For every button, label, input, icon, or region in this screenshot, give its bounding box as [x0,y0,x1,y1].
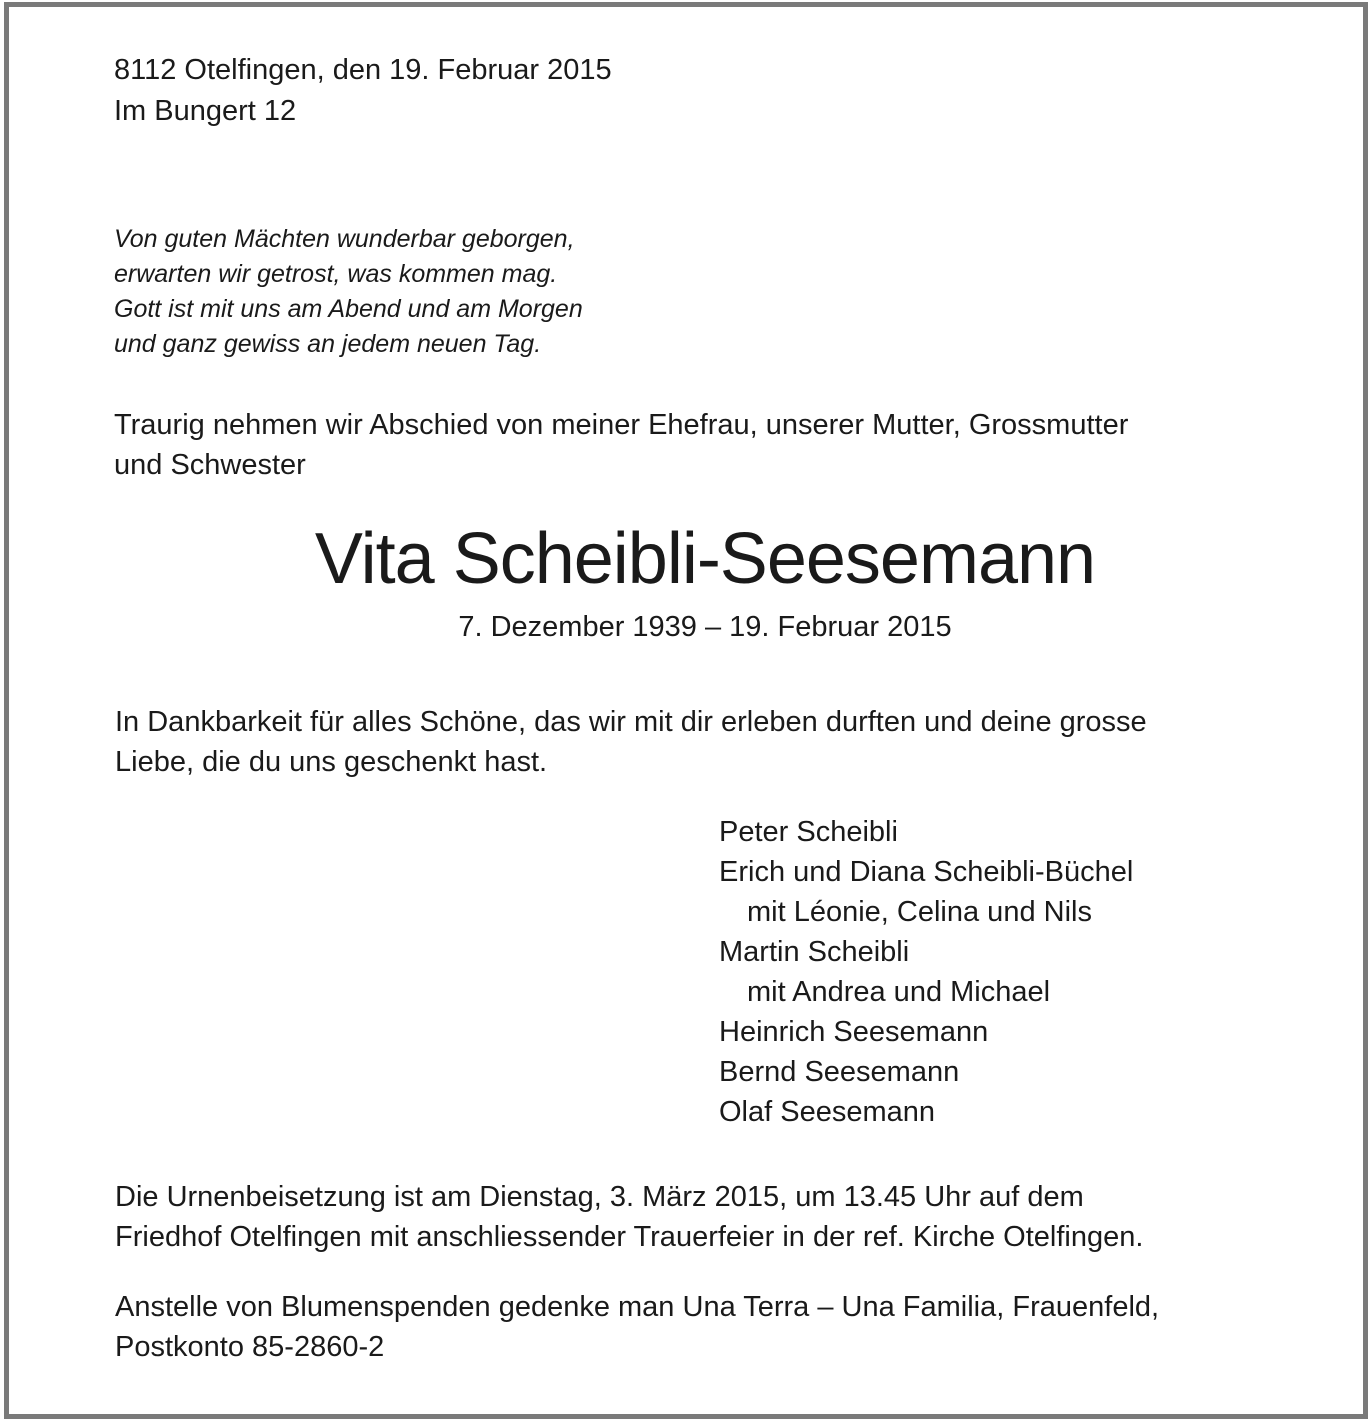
donation-line: Anstelle von Blumenspenden gedenke man Una Terra – Una Familia, Frauenfeld, [115,1291,1160,1323]
intro-line: Traurig nehmen wir Abschied von meiner Ehefrau, unserer Mutter, Grossmutter [114,409,1129,441]
gratitude-line: In Dankbarkeit für alles Schöne, das wir mit dir erleben durften und deine grosse [115,706,1147,738]
gratitude-text [115,702,1147,782]
family-member: Heinrich Seesemann [719,1016,989,1048]
family-children: mit Léonie, Celina und Nils [747,896,1092,928]
donation-info [115,1287,1159,1367]
family-member: Peter Scheibli [719,816,898,848]
family-member: Olaf Seesemann [719,1096,936,1128]
poem-line: erwarten wir getrost, was kommen mag. [114,260,558,288]
funeral-line: Die Urnenbeisetzung ist am Dienstag, 3. März 2015, um 13.45 Uhr auf dem [115,1181,1084,1213]
header-street: Im Bungert 12 [114,95,297,127]
family-member: Erich und Diana Scheibli-Büchel [719,856,1134,888]
poem-line: und ganz gewiss an jedem neuen Tag. [114,330,542,358]
poem-line: Gott ist mit uns am Abend und am Morgen [114,295,583,323]
funeral-line: Friedhof Otelfingen mit anschliessender Trauerfeier in der ref. Kirche Otelfingen. [115,1221,1144,1253]
header-place-date: 8112 Otelfingen, den 19. Februar 2015 [114,54,612,86]
family-signatures [719,812,1133,1132]
life-dates: 7. Dezember 1939 – 19. Februar 2015 [458,611,952,643]
poem-verse [114,222,583,362]
poem-line: Von guten Mächten wunderbar geborgen, [114,225,575,253]
intro-line: und Schwester [114,449,306,481]
gratitude-line: Liebe, die du uns geschenkt hast. [115,746,548,778]
intro-text [114,405,1128,485]
deceased-name: Vita Scheibli-Seesemann [314,519,1096,599]
family-member: Martin Scheibli [719,936,910,968]
donation-line: Postkonto 85-2860-2 [115,1331,385,1363]
funeral-info [115,1177,1143,1257]
family-children: mit Andrea und Michael [747,976,1051,1008]
family-member: Bernd Seesemann [719,1056,960,1088]
